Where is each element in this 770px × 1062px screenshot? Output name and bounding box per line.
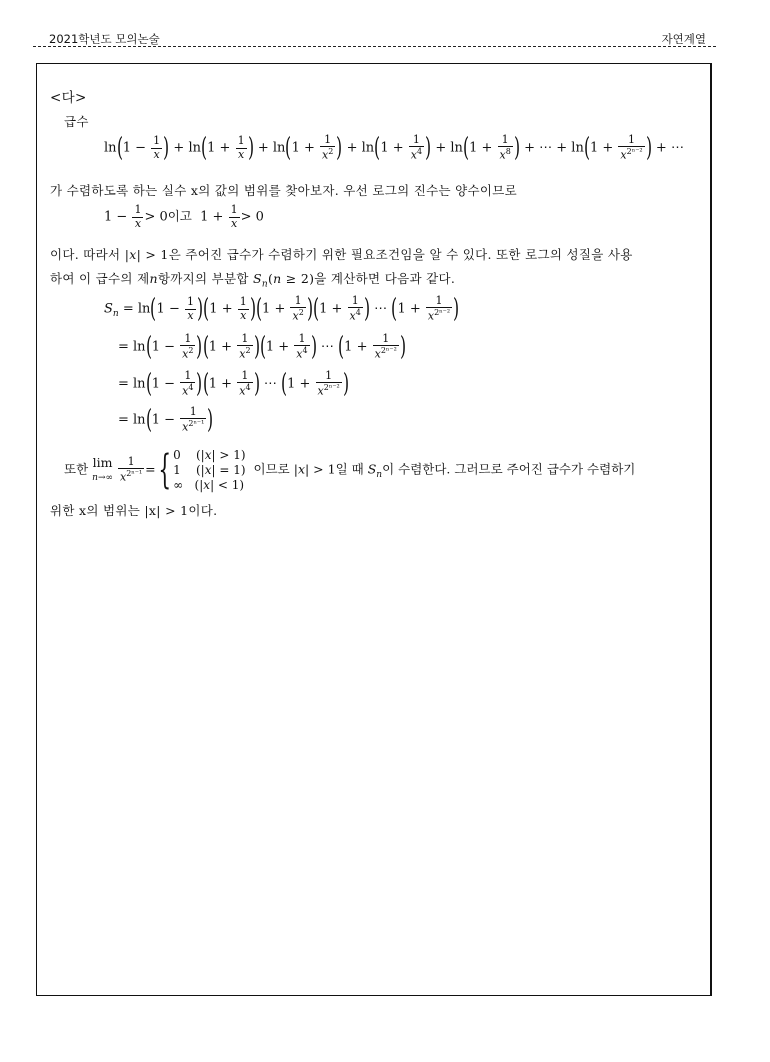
derivation-line-1: $S_n = \ln(1$ − $\frac{1}{x}$ )(1 + $\frac{1}{x}$ )(1 + $\frac{1}{x^2}$ )(1 + $\frac{1}{x^4}$ ) ⋯ (1 + $\frac{1}{x^{2^{n-2}}}$ )	[104, 293, 460, 324]
paragraph-3: 이다. 따라서 |x| > 1은 주어진 급수가 수렴하기 위한 필요조건임을 알 수 있다. 또한 로그의 성질을 사용	[50, 247, 633, 262]
series-formula: ln(1 − $\frac{1}{x}$ ) + ln(1 + $\frac{1}{x}$ ) + ln(1 + $\frac{1}{x^2}$ ) + ln(1 + $\frac{1}{x^4}$ ) + ln(1 + $\frac{1}{x^8}$ ) + ⋯ + ln(1 + $\frac{1}{x^{2^{n-2}}}$ ) + ⋯	[104, 132, 684, 163]
section-label: <다>	[50, 90, 87, 106]
p5-mid1: 이므로	[253, 461, 290, 477]
p5-end: 이 수렴한다. 그러므로 주어진 급수가 수렴하기	[382, 461, 636, 477]
p5-mid2: 일 때	[335, 461, 364, 477]
p4-end: 을 계산하면 다음과 같다.	[314, 271, 456, 286]
condition-connector: 이고	[167, 208, 192, 224]
paragraph-4: 하여 이 급수의 제n항까지의 부분합 $S_n(n \ge 2)$을 계산하면 다음과 같다.	[50, 271, 456, 290]
derivation-line-3: = ln(1 − $\frac{1}{x^4}$ )(1 + $\frac{1}{x^4}$ ) ⋯ (1 + $\frac{1}{x^{2^{n-2}}}$ )	[118, 368, 349, 399]
page-header	[33, 30, 716, 47]
p3-end: 은 주어진 급수가 수렴하기 위한 필요조건임을 알 수 있다. 또한 로그의 성질을 사용	[168, 247, 633, 262]
derivation-line-2: = ln(1 − $\frac{1}{x^2}$ )(1 + $\frac{1}{x^2}$ )(1 + $\frac{1}{x^4}$ ) ⋯ (1 + $\frac{1}{x^{2^{n-2}}}$ )	[118, 331, 406, 362]
paragraph-5: 또한 lim n→∞ $\frac{1}{x^{2^{n-1}}}$ ={ 0 (|x| > 1) 1 (|x| = 1) ∞ (|x| < 1) 이므로 |x| > 1일 때 $S_n$이 수렴한다. 그러므로 주어진 급수가 수렴하기	[64, 447, 636, 493]
p4-start: 하여 이 급수의 제	[50, 271, 150, 286]
p5-start: 또한	[64, 461, 89, 477]
p4-mid: 항까지의 부분합	[157, 271, 249, 286]
paragraph-6: 위한 x의 범위는 |x| > 1이다.	[50, 503, 218, 518]
header-track: 자연계열	[661, 32, 706, 46]
header-exam-title: 2021학년도 모의논술	[49, 32, 160, 46]
p3-start: 이다. 따라서	[50, 247, 121, 262]
log-positive-condition: 1 − $\frac{1}{x}$ > 0이고 1 + $\frac{1}{x}$ > 0	[104, 203, 264, 230]
paragraph-1: 가 수렴하도록 하는 실수 x의 값의 범위를 찾아보자. 우선 로그의 진수는 양수이므로	[50, 183, 518, 198]
derivation-line-4: = ln(1 − $\frac{1}{x^{2^{n-1}}}$ )	[118, 404, 214, 435]
series-intro: 급수	[64, 114, 89, 129]
